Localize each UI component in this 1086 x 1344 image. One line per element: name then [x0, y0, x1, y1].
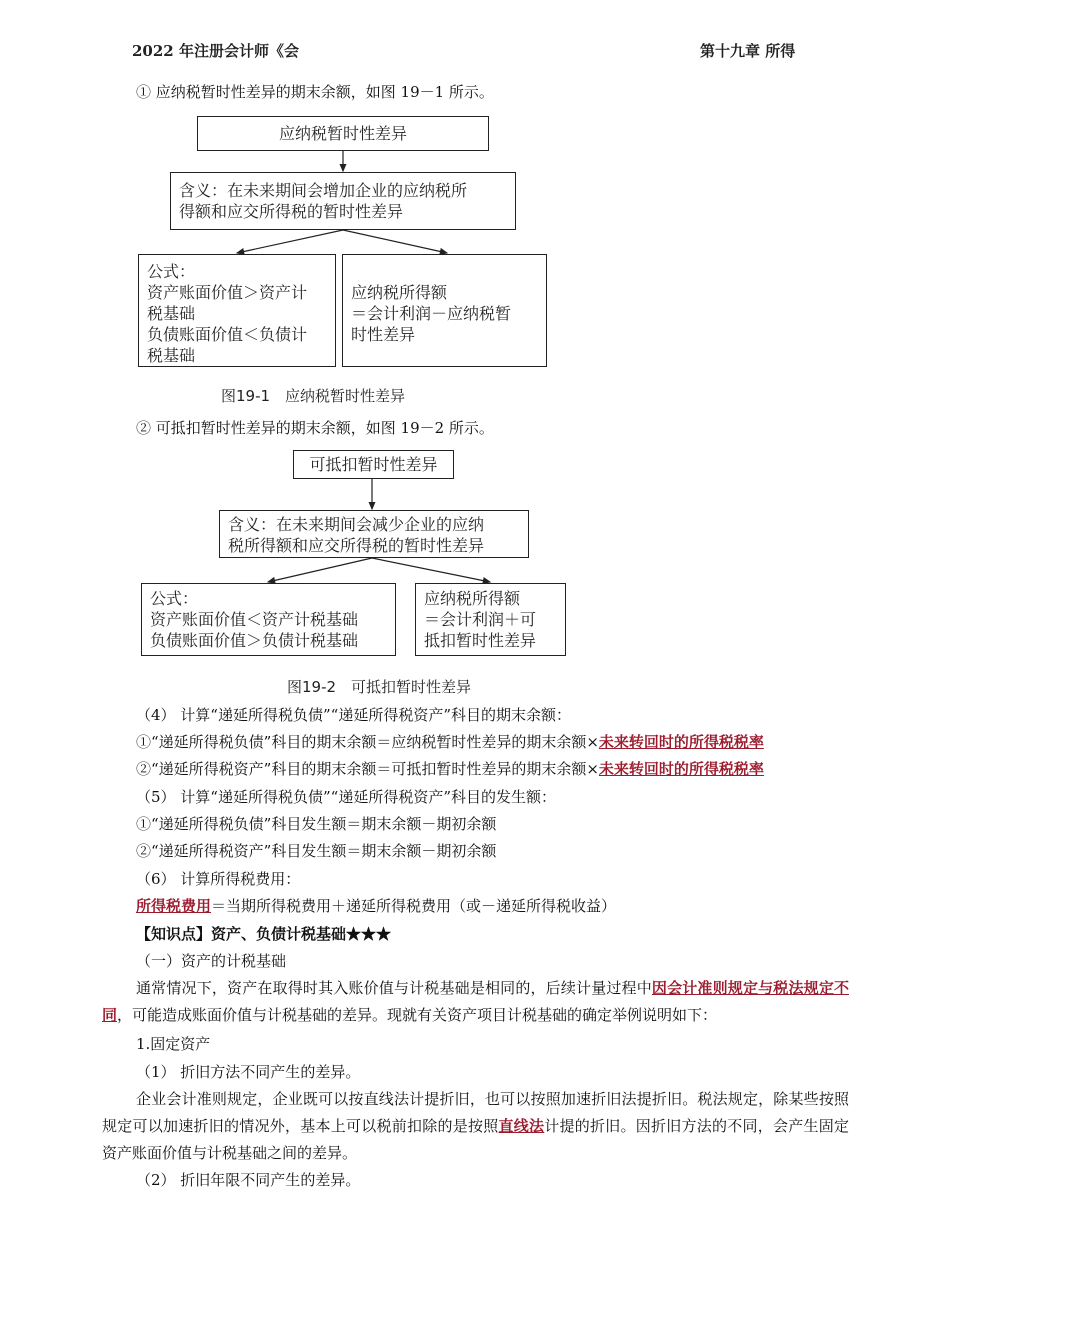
fig1-definition-box: [170, 172, 516, 230]
running-header-right: 第十九章 所得: [700, 42, 796, 60]
fig2-deductible-difference-box: [293, 450, 454, 479]
item-depreciation-years: （2） 折旧年限不同产生的差异。: [136, 1171, 361, 1189]
running-header-left: 2022 年注册会计师《会: [132, 42, 299, 60]
income-tax-expense-emphasis: 所得税费用: [136, 897, 212, 915]
fig1-income-line: 时性差异: [351, 325, 416, 344]
fig1-income-line: 应纳税所得额: [351, 283, 448, 302]
tax-rate-emphasis: 未来转回时的所得税税率: [598, 760, 764, 778]
fig1-income-line: ＝会计利润－应纳税暂: [351, 304, 512, 323]
section-4-line-1-text: ①“递延所得税负债”科目的期末余额＝应纳税暂时性差异的期末余额×: [136, 733, 599, 751]
subsection-asset-tax-base: （一）资产的计税基础: [136, 952, 287, 970]
intro-figure-1: ① 应纳税暂时性差异的期末余额，如图 19－1 所示。: [136, 83, 494, 101]
fig2-formula-line: 公式：: [150, 589, 199, 608]
intro-figure-2: ② 可抵扣暂时性差异的期末余额，如图 19－2 所示。: [136, 419, 494, 437]
knowledge-point-title: 【知识点】资产、负债计税基础★★★: [136, 925, 392, 943]
figure-1-caption: 图19-1 应纳税暂时性差异: [221, 387, 406, 405]
figure-2-caption: 图19-2 可抵扣暂时性差异: [287, 678, 472, 696]
section-4-line-2-text: ②“递延所得税资产”科目的期末余额＝可抵扣暂时性差异的期末余额×: [136, 760, 599, 778]
section-4-line-1: [136, 732, 1086, 752]
fig1-definition-line: 含义：在未来期间会增加企业的应纳税所: [179, 181, 468, 200]
item-depreciation-method: （1） 折旧方法不同产生的差异。: [136, 1063, 361, 1081]
fig1-definition-line: 得额和应交所得税的暂时性差异: [179, 202, 404, 221]
fig1-formula-line: 资产账面价值＞资产计: [147, 283, 308, 302]
section-5-line-1: ①“递延所得税负债”科目发生额＝期末余额－期初余额: [136, 815, 497, 833]
fig2-taxable-income-box: [415, 583, 566, 656]
fig1-formula-line: 负债账面价值＜负债计: [147, 325, 308, 344]
fig2-top-label: 可抵扣暂时性差异: [309, 455, 438, 474]
straight-line-emphasis: 直线法: [498, 1117, 545, 1135]
paragraph-general-text-b: ，可能造成账面价值与计税基础的差异。现就有关资产项目计税基础的确定举例说明如下：: [117, 1006, 718, 1024]
section-6-formula: [136, 896, 1086, 916]
section-6-heading: （6） 计算所得税费用：: [136, 870, 301, 888]
fig2-income-line: 抵扣暂时性差异: [424, 631, 537, 650]
section-5-line-2: ②“递延所得税资产”科目发生额＝期末余额－期初余额: [136, 842, 497, 860]
paragraph-general: [102, 975, 849, 1029]
section-4-heading: （4） 计算“递延所得税负债”“递延所得税资产”科目的期末余额：: [136, 706, 571, 724]
fig1-taxable-income-box: [342, 254, 547, 367]
fig2-income-line: 应纳税所得额: [424, 589, 521, 608]
paragraph-depreciation: [102, 1086, 849, 1167]
paragraph-depreciation-text-b: 计提的折旧。因折旧方法的不同，会产生固定资产账面价值与计税基础之间的差异。: [102, 1117, 849, 1162]
fig2-definition-line: 税所得额和应交所得税的暂时性差异: [228, 536, 485, 555]
fig2-formula-box: [141, 583, 396, 656]
section-6-formula-text: ＝当期所得税费用＋递延所得税费用（或－递延所得税收益）: [211, 897, 617, 915]
fig2-formula-line: 负债账面价值＞负债计税基础: [150, 631, 359, 650]
fig2-income-line: ＝会计利润＋可: [424, 610, 537, 629]
fig1-formula-line: 公式：: [147, 262, 196, 281]
fig1-formula-box: [138, 254, 336, 367]
section-5-heading: （5） 计算“递延所得税负债”“递延所得税资产”科目的发生额：: [136, 788, 556, 806]
fig1-taxable-difference-box: [197, 116, 489, 151]
paragraph-general-text-a: 通常情况下，资产在取得时其入账价值与计税基础是相同的，后续计量过程中: [136, 979, 652, 997]
fig1-top-label: 应纳税暂时性差异: [278, 124, 407, 143]
section-4-line-2: [136, 759, 1086, 779]
item-fixed-assets: 1.固定资产: [136, 1035, 211, 1053]
tax-rate-emphasis: 未来转回时的所得税税率: [598, 733, 764, 751]
fig1-formula-line: 税基础: [147, 346, 196, 365]
fig1-formula-line: 税基础: [147, 304, 196, 323]
fig2-definition-line: 含义：在未来期间会减少企业的应纳: [228, 515, 485, 534]
fig2-formula-line: 资产账面价值＜资产计税基础: [150, 610, 359, 629]
fig2-definition-box: [219, 510, 529, 558]
paragraph-depreciation-text-a: 企业会计准则规定，企业既可以按直线法计提折旧，也可以按照加速折旧法提折旧。税法规定，除某些按照规定可以加速折旧的情况外，基本上可以税前扣除的是按照: [102, 1090, 849, 1135]
rule-difference-emphasis: 因会计准则规定与税法规定不同: [102, 979, 849, 1024]
